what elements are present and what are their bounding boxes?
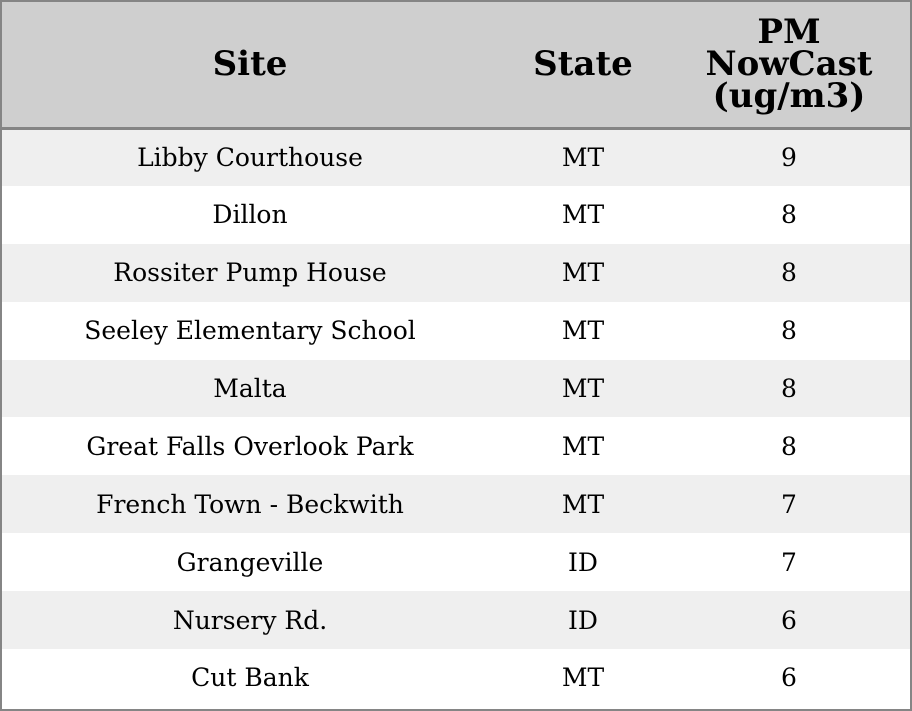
table-row <box>2 649 910 707</box>
table-row <box>2 533 910 591</box>
cell-pm: 8 <box>781 200 797 230</box>
column-header-pm-nowcast <box>668 2 910 128</box>
column-header-site: Site <box>2 2 498 128</box>
cell-pm: 6 <box>781 605 797 635</box>
table-row <box>2 128 910 186</box>
table-row <box>2 302 910 360</box>
cell-site: Nursery Rd. <box>172 605 328 635</box>
cell-state: ID <box>568 547 598 577</box>
cell-pm: 6 <box>781 663 797 693</box>
table-body <box>2 128 910 707</box>
cell-state: MT <box>561 143 605 173</box>
table-row <box>2 417 910 475</box>
cell-pm: 8 <box>781 316 797 346</box>
table-row <box>2 244 910 302</box>
cell-site: Rossiter Pump House <box>113 258 387 288</box>
cell-pm: 9 <box>781 143 797 173</box>
table-row <box>2 591 910 649</box>
cell-state: MT <box>561 663 605 693</box>
cell-pm: 8 <box>781 258 797 288</box>
cell-site: Cut Bank <box>191 663 309 693</box>
table-row <box>2 475 910 533</box>
cell-site: Dillon <box>212 200 288 230</box>
column-header-pm-line-2: NowCast <box>705 44 873 85</box>
cell-state: ID <box>568 605 598 635</box>
column-header-pm-line-1: PM <box>757 12 821 53</box>
cell-pm: 7 <box>781 489 797 519</box>
column-header-state: State <box>498 2 668 128</box>
cell-site: Libby Courthouse <box>137 143 363 173</box>
cell-site: Seeley Elementary School <box>84 316 416 346</box>
cell-site: Grangeville <box>176 547 324 577</box>
cell-site: Great Falls Overlook Park <box>86 431 414 461</box>
table-row <box>2 360 910 418</box>
pm-nowcast-table <box>2 2 910 707</box>
table-row <box>2 186 910 244</box>
cell-pm: 8 <box>781 374 797 403</box>
cell-pm: 8 <box>781 431 797 461</box>
cell-state: MT <box>561 258 605 288</box>
cell-site: Malta <box>213 374 287 403</box>
cell-pm: 7 <box>781 547 797 577</box>
cell-state: MT <box>561 374 605 403</box>
cell-state: MT <box>561 489 605 519</box>
table-header-row <box>2 2 910 128</box>
cell-site: French Town - Beckwith <box>96 489 404 519</box>
cell-state: MT <box>561 200 605 230</box>
cell-state: MT <box>561 431 605 461</box>
cell-state: MT <box>561 316 605 346</box>
column-header-pm-line-3: (ug/m3) <box>712 76 866 117</box>
